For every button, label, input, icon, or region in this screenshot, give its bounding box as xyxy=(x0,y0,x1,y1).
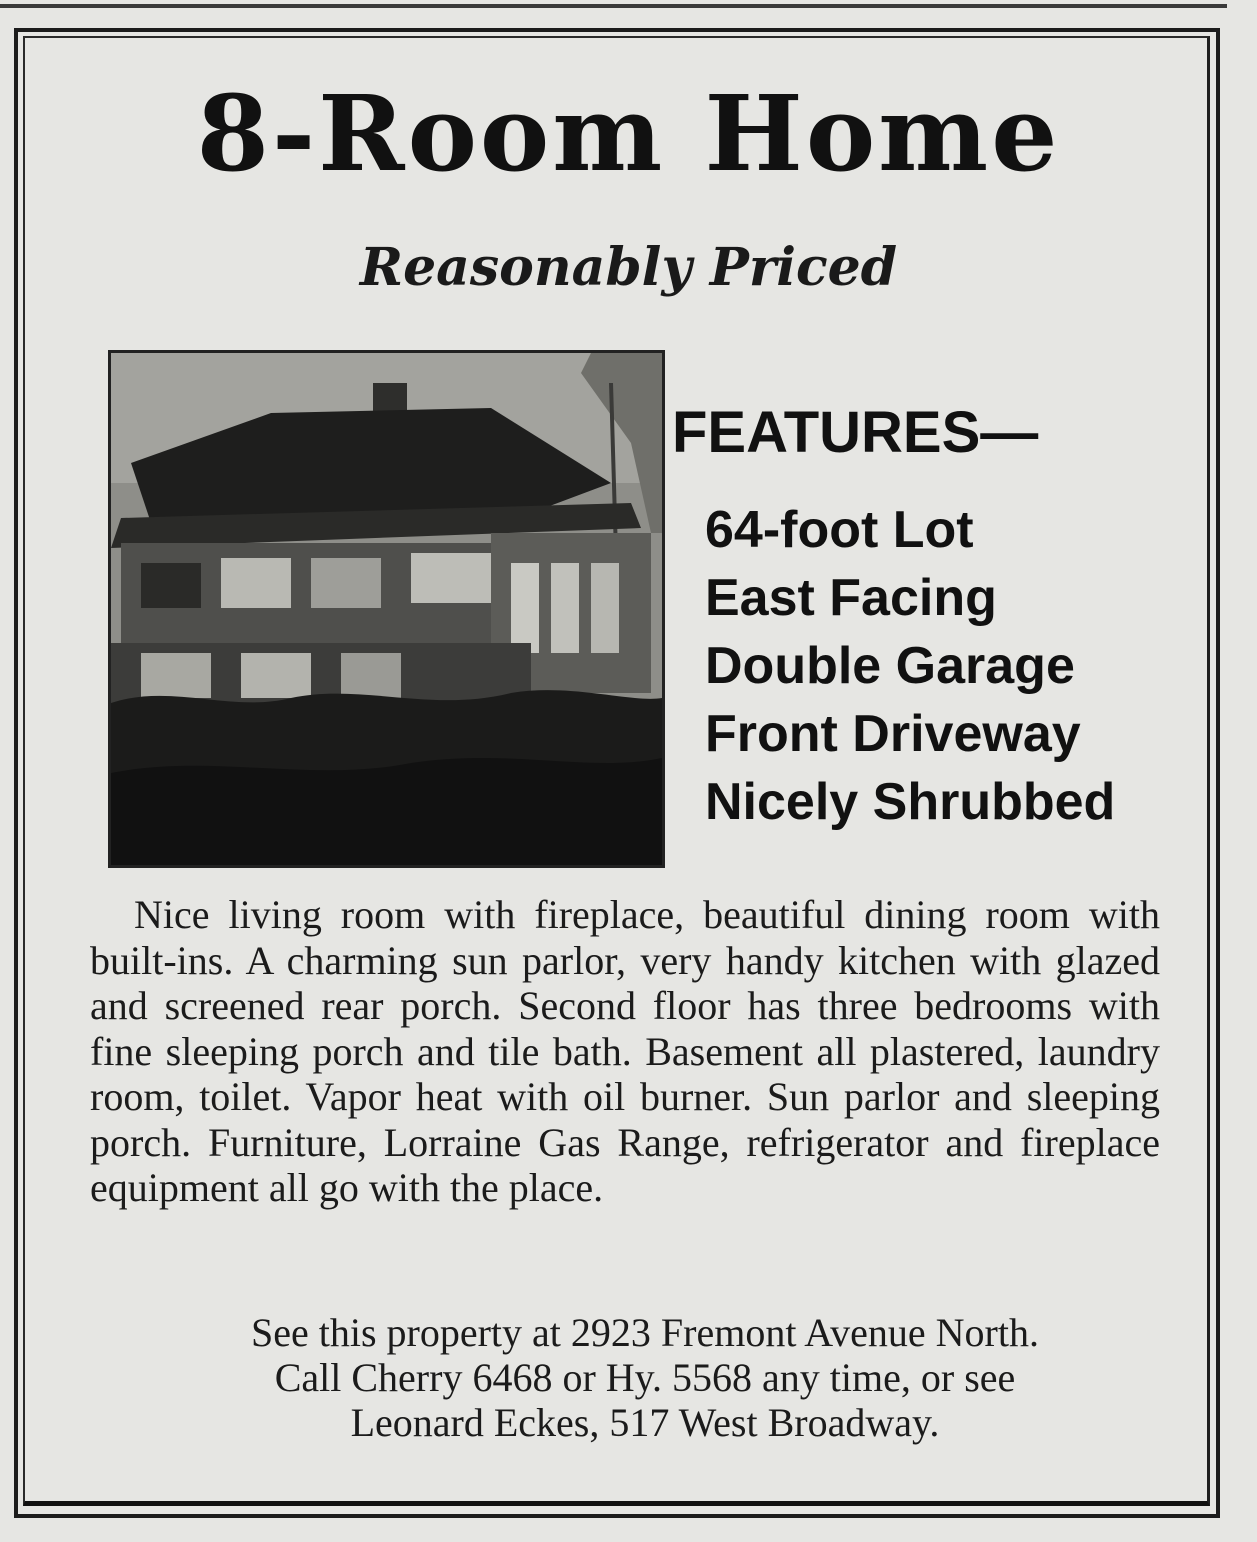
features-title: FEATURES— xyxy=(672,400,1039,465)
house-photo-icon xyxy=(111,353,662,865)
feature-item: East Facing xyxy=(705,569,997,627)
ad-body-text: Nice living room with fireplace, beautiful dining room with built-ins. A charming sun parlor, very handy kitchen with glazed and screened rear porch. Second floor has three bedrooms with fine sleeping porch and tile bath. Basement all plastered, laundry room, toilet. Vapor heat with oil burner. Sun parlor and sleeping porch. Furniture, Lorraine Gas Range, refrigerator and fireplace equipment all go with the place. xyxy=(90,892,1160,1210)
feature-item: Nicely Shrubbed xyxy=(705,773,1116,831)
contact-agent: Leonard Eckes, 517 West Broadway. xyxy=(350,1400,940,1445)
features-list xyxy=(705,496,1115,836)
ad-subhead: Reasonably Priced xyxy=(359,237,898,298)
house-photo xyxy=(108,350,665,868)
feature-item: Double Garage xyxy=(705,637,1075,695)
contact-address: See this property at 2923 Fremont Avenue North. xyxy=(250,1310,1039,1355)
ad-headline: 8-Room Home xyxy=(196,72,1061,195)
contact-info xyxy=(100,1310,1190,1445)
contact-phone: Call Cherry 6468 or Hy. 5568 any time, or see xyxy=(274,1355,1016,1400)
feature-item: Front Driveway xyxy=(705,705,1081,763)
feature-item: 64-foot Lot xyxy=(705,501,974,559)
top-rule xyxy=(0,4,1227,8)
